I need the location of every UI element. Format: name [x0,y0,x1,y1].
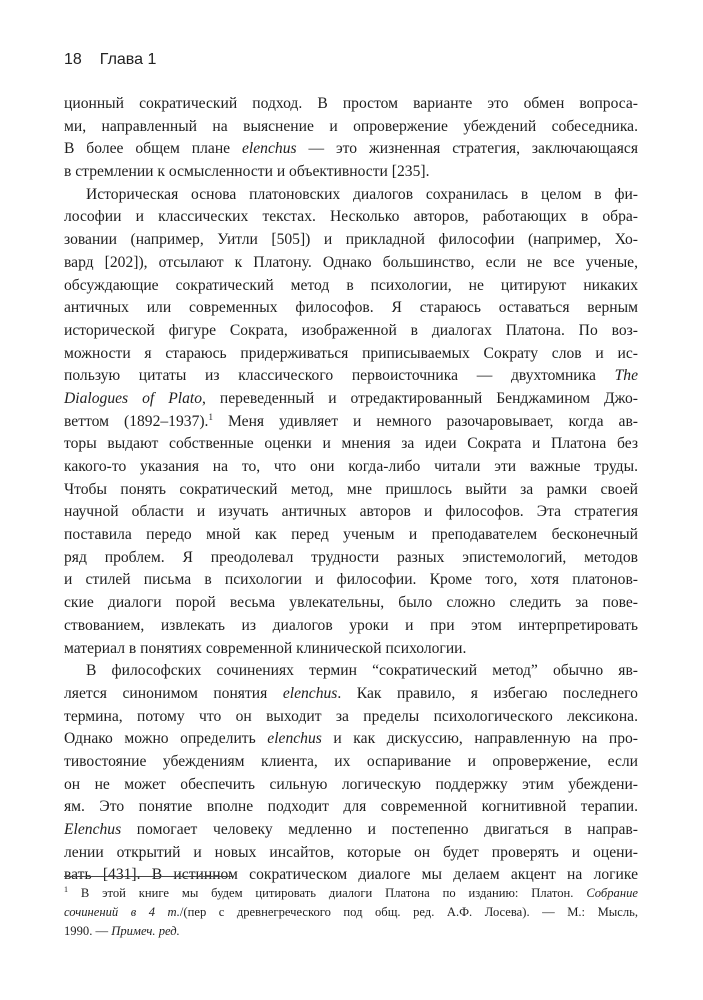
text-line: Чтобы понять сократический метод, мне пришлось выйти за рамки своей [64,480,638,498]
text-line: и стилей письма в психологии и философии. Кроме того, хотя платонов- [64,571,638,589]
chapter-title: Глава 1 [99,51,157,68]
text-line: материал в понятиях современной клинической психологии. [64,639,467,657]
text-line: вард [202]), отсылают к Платону. Однако большинство, если не все ученые, [64,253,638,271]
text-line: ряд проблем. Я преодолевал трудности разных эпистемологий, методов [64,548,638,566]
italic-term: elenchus [242,140,297,158]
text-line: зовании (например, Уитли [505]) и прикладной философии (например, Хо- [64,231,638,249]
text-line: В более общем плане elenchus — это жизненная стратегия, заключающаяся [64,140,638,158]
text-line: ские диалоги порой весьма увлекательны, было сложно следить за пове- [64,594,638,612]
text-line: можности я стараюсь придерживаться приписываемых Сократу слов и ис- [64,344,638,362]
text-line: вать [431]. В истинном сократическом диалоге мы делаем акцент на логике [64,866,638,884]
text-line: Dialogues of Plato, переведенный и отредактированный Бенджамином Джо- [64,389,638,407]
text-line: в стремлении к осмысленности и объективности [235]. [64,163,430,181]
text-line: Elenchus помогает человеку медленно и постепенно двигаться в направ- [64,821,638,838]
text-line: поставила передо мной как перед ученым и преподавателем бесконечный [64,526,638,544]
text-line: обсуждающие сократический метод в психологии, не цитируют никаких [64,276,638,294]
text-line: веттом (1892–1937).$^1$ Меня удивляет и немного разочаровывает, когда ав- [64,411,639,430]
italic-term: elenchus [267,730,322,748]
text-line: ми, направленный на выяснение и опровержение убеждений собеседника. [64,117,638,135]
footnote-mark: 1 [64,885,68,894]
text-line: Историческая основа платоновских диалогов сохранилась в целом в фи- [86,185,638,203]
italic-term: Dialogues of Plato [64,389,202,407]
text-line: термина, потому что он выходит за пределы психологического лексикона. [64,707,638,725]
text-line: В философских сочинениях термин “сократический метод” обычно яв- [86,662,638,680]
text-line: Однако можно определить elenchus и как дискуссию, направленную на про- [64,730,638,748]
footnote-divider [64,876,234,877]
text-line: лении открытий и новых инсайтов, которые он будет проверять и оцени- [64,843,638,861]
text-line: лософии и классических текстах. Несколько авторов, работающих в обра- [64,208,638,226]
text-line: тивостояние убеждениям клиента, их оспаривание и опровержение, если [64,752,638,770]
italic-term: The [614,367,638,385]
text-line: торы выдают собственные оценки и мнения за идеи Сократа и Платона без [64,435,638,453]
footnote-line: $^1$ В этой книге мы будем цитировать диалоги Платона по изданию: Платон. Собрание [64,885,638,900]
text-line: ляется синонимом понятия elenchus. Как правило, я избегаю последнего [64,684,638,702]
footnote-reference: 1 [208,411,213,422]
text-line: античных или современных философов. Я стараюсь оставаться верным [64,299,638,317]
running-header [64,50,156,70]
main-text [64,93,638,887]
text-line: пользую цитаты из классического первоисточника — двухтомника The [64,367,638,385]
footnote-line: 1990. — Примеч. ред. [64,924,180,938]
text-line: какого-то указания на то, что они когда-либо читали эти важные труды. [64,458,638,475]
page-number: 18 [64,51,82,68]
italic-term: elenchus [282,684,338,702]
footnote-line: сочинений в 4 т./(пер с древнегреческого под общ. ред. А.Ф. Лосева). — М.: Мысль, [64,905,638,919]
text-line: исторической фигуре Сократа, изображенной в диалогах Платона. По воз- [64,321,638,339]
text-line: ционный сократический подход. В простом варианте это обмен вопроса- [64,95,638,112]
text-line: ствованием, извлекать из диалогов уроки и при этом интерпретировать [64,616,638,634]
footnote [64,884,638,941]
text-line: он не может обеспечить сильную логическую поддержку этим убеждени- [64,775,638,793]
text-line: ям. Это понятие вполне подходит для современной когнитивной терапии. [64,798,638,816]
italic-term: Elenchus [64,821,122,838]
text-line: научной области и изучать античных авторов и философов. Эта стратегия [64,503,638,521]
